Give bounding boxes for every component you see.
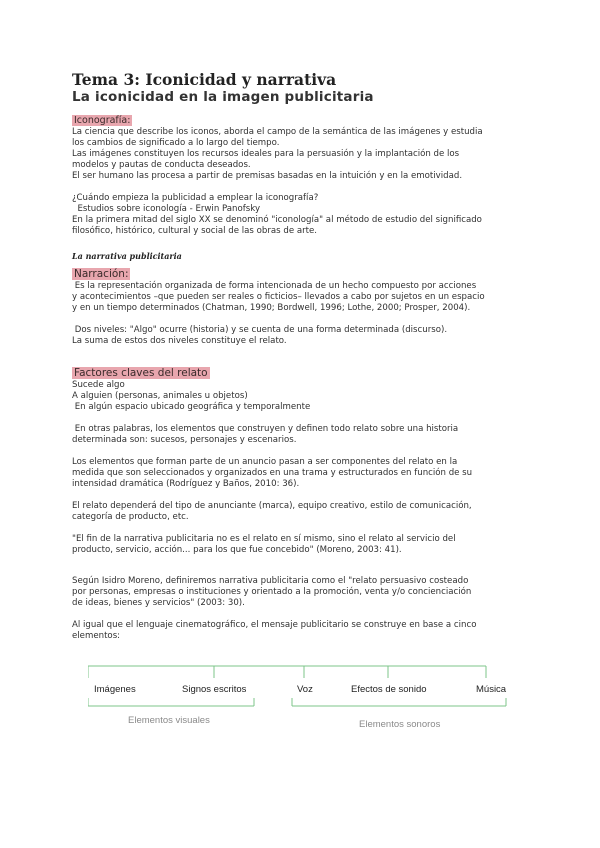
niveles-text: [72, 325, 534, 347]
text-line: En la primera mitad del siglo XX se denominó "iconología" al método de estudio del significado: [72, 215, 482, 225]
narracion-heading: Narración:: [74, 268, 129, 280]
page-title: Tema 3: Iconicidad y narrativa: [72, 70, 337, 89]
text-line: La suma de estos dos niveles constituye el relato.: [72, 336, 287, 346]
diagram-item-musica: Música: [476, 684, 507, 695]
document-body: [72, 70, 534, 642]
text-line: En otras palabras, los elementos que construyen y definen todo relato sobre una historia: [72, 424, 459, 434]
text-line: ¿Cuándo empieza la publicidad a emplear la iconografía?: [72, 193, 319, 203]
text-line: y en un tiempo determinados (Chatman, 1990; Bordwell, 1996; Lothe, 2000; Prosper, 2004).: [72, 303, 471, 313]
factores-list: [72, 380, 534, 413]
text-line: de ideas, bienes y servicios" (2003: 30).: [72, 598, 245, 608]
text-line: Las imágenes constituyen los recursos ideales para la persuasión y la implantación de los: [72, 149, 460, 159]
text-line: Los elementos que forman parte de un anuncio pasan a ser componentes del relato en la: [72, 457, 458, 467]
text-line: los cambios de significado a lo largo del tiempo.: [72, 138, 280, 148]
factores-para-2: [72, 457, 534, 490]
text-line: medida que son seleccionados y organizados en una trama y estructurados en función de su: [72, 468, 473, 478]
factores-para-5: [72, 576, 534, 609]
group-label-visual: Elementos visuales: [128, 715, 210, 726]
text-line: "El fin de la narrativa publicitaria no es el relato en sí mismo, sino el relato al servicio del: [72, 534, 456, 544]
factores-para-1: [72, 424, 534, 446]
diagram-item-signos: Signos escritos: [182, 684, 247, 695]
iconografia-question: [72, 193, 534, 237]
text-line: Según Isidro Moreno, definiremos narrativa publicitaria como el "relato persuasivo costeado: [72, 576, 469, 586]
text-line: Al igual que el lenguaje cinematográfico, el mensaje publicitario se construye en base a cinco: [72, 620, 477, 630]
iconografia-heading: Iconografía:: [74, 115, 131, 126]
text-line: El ser humano las procesa a partir de premisas basadas en la intuición y en la emotividad.: [72, 171, 463, 181]
text-line: Dos niveles: "Algo" ocurre (historia) y se cuenta de una forma determinada (discurso).: [72, 325, 448, 335]
text-line: modelos y pautas de conducta deseados.: [72, 160, 251, 170]
text-line: elementos:: [72, 631, 121, 641]
list-item: Sucede algo: [72, 380, 125, 390]
text-line: por personas, empresas o instituciones y orientado a la promoción, venta y/o concienciación: [72, 587, 472, 597]
factores-quote: [72, 534, 534, 556]
elements-diagram: [88, 664, 528, 744]
diagram-item-imagenes: Imágenes: [94, 684, 136, 695]
text-line: producto, servicio, acción... para los que fue concebido" (Moreno, 2003: 41).: [72, 545, 402, 555]
text-line: determinada son: sucesos, personajes y escenarios.: [72, 435, 297, 445]
text-line: La ciencia que describe los iconos, aborda el campo de la semántica de las imágenes y estudia: [72, 127, 483, 137]
factores-heading: Factores claves del relato: [74, 367, 208, 379]
text-line: filosófico, histórico, cultural y social de las obras de arte.: [72, 226, 318, 236]
text-line: y acontecimientos –que pueden ser reales o ficticios– llevados a cabo por sujetos en un espacio: [72, 292, 485, 302]
factores-para-6: [72, 620, 534, 642]
text-line: El relato dependerá del tipo de anunciante (marca), equipo creativo, estilo de comunicación,: [72, 501, 472, 511]
diagram-connectors: [88, 664, 528, 744]
section-heading-narrativa: La narrativa publicitaria: [72, 251, 182, 261]
text-line: categoría de producto, etc.: [72, 512, 189, 522]
text-line: Estudios sobre iconología - Erwin Panofsky: [72, 204, 261, 214]
iconografia-text: [72, 127, 534, 182]
page-subtitle: La iconicidad en la imagen publicitaria: [72, 89, 374, 105]
group-label-sound: Elementos sonoros: [359, 719, 441, 730]
factores-para-3: [72, 501, 534, 523]
list-item: A alguien (personas, animales u objetos): [72, 391, 248, 401]
list-item: En algún espacio ubicado geográfica y temporalmente: [72, 402, 311, 412]
diagram-item-efectos: Efectos de sonido: [351, 684, 427, 695]
text-line: intensidad dramática (Rodríguez y Baños, 2010: 36).: [72, 479, 300, 489]
diagram-item-voz: Voz: [297, 684, 313, 695]
narracion-text: [72, 281, 534, 314]
text-line: Es la representación organizada de forma intencionada de un hecho compuesto por acciones: [72, 281, 477, 291]
